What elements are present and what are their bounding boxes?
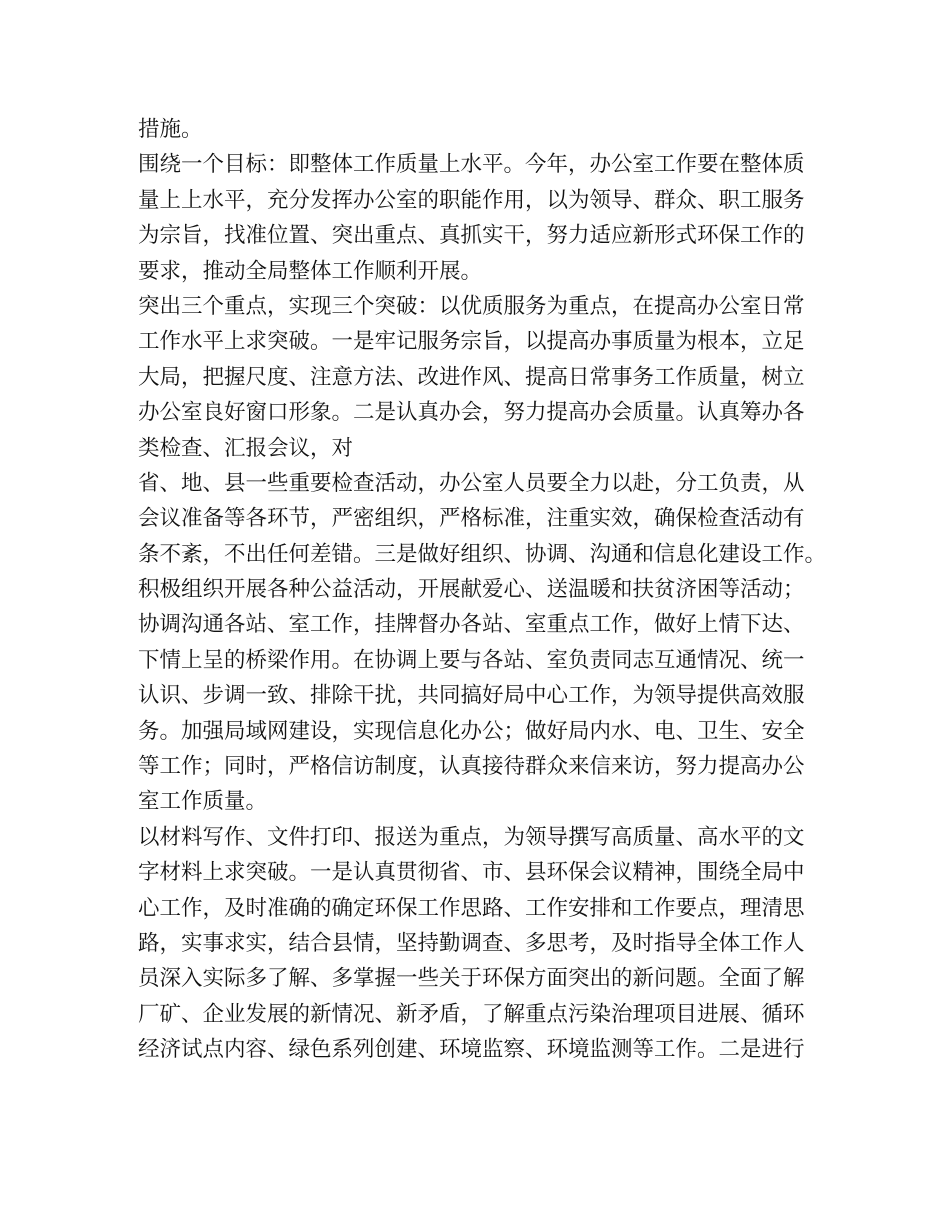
- text-line: 积极组织开展各种公益活动，开展献爱心、送温暖和扶贫济困等活动；: [138, 577, 805, 603]
- text-line: 为宗旨，找准位置、突出重点、真抓实干，努力适应新形式环保工作的: [138, 223, 805, 249]
- text-line: 类检查、汇报会议，对: [138, 435, 354, 461]
- text-line: 量上上水平，充分发挥办公室的职能作用，以为领导、群众、职工服务: [138, 187, 805, 213]
- text-line: 措施。: [138, 117, 203, 142]
- text-line: 认识、步调一致、排除干扰，共同搞好局中心工作，为领导提供高效服: [138, 683, 805, 709]
- text-line: 工作水平上求突破。一是牢记服务宗旨，以提高办事质量为根本，立足: [138, 329, 805, 355]
- text-line: 员深入实际多了解、多掌握一些关于环保方面突出的新问题。全面了解: [138, 966, 805, 992]
- text-line: 下情上呈的桥梁作用。在协调上要与各站、室负责同志互通情况、统一: [138, 647, 805, 673]
- text-line: 等工作；同时，严格信访制度，认真接待群众来信来访，努力提高办公: [138, 754, 805, 780]
- text-line: 经济试点内容、绿色系列创建、环境监察、环境监测等工作。二是进行: [138, 1037, 805, 1063]
- text-line: 务。加强局域网建设，实现信息化办公；做好局内水、电、卫生、安全: [138, 718, 805, 744]
- text-line: 省、地、县一些重要检查活动，办公室人员要全力以赴，分工负责，从: [138, 470, 805, 496]
- text-line: 办公室良好窗口形象。二是认真办会，努力提高办会质量。认真筹办各: [138, 400, 805, 426]
- text-line: 协调沟通各站、室工作，挂牌督办各站、室重点工作，做好上情下达、: [138, 612, 805, 638]
- document-body: [138, 112, 838, 1068]
- text-line: 以材料写作、文件打印、报送为重点，为领导撰写高质量、高水平的文: [138, 824, 805, 850]
- text-line: 大局，把握尺度、注意方法、改进作风、提高日常事务工作质量，树立: [138, 364, 805, 390]
- text-line: 条不紊，不出任何差错。三是做好组织、协调、沟通和信息化建设工作。: [138, 541, 827, 567]
- text-line: 路，实事求实，结合县情，坚持勤调查、多思考，及时指导全体工作人: [138, 930, 805, 956]
- text-line: 会议准备等各环节，严密组织，严格标准，注重实效，确保检查活动有: [138, 506, 805, 532]
- text-line: 心工作，及时准确的确定环保工作思路、工作安排和工作要点，理清思: [138, 895, 805, 921]
- text-line: 室工作质量。: [138, 789, 268, 815]
- text-line: 围绕一个目标：即整体工作质量上水平。今年，办公室工作要在整体质: [138, 152, 805, 178]
- text-line: 厂矿、企业发展的新情况、新矛盾，了解重点污染治理项目进展、循环: [138, 1001, 805, 1027]
- text-line: 字材料上求突破。一是认真贯彻省、市、县环保会议精神，围绕全局中: [138, 860, 805, 886]
- text-line: 突出三个重点，实现三个突破：以优质服务为重点，在提高办公室日常: [138, 293, 805, 319]
- text-line: 要求，推动全局整体工作顺利开展。: [138, 258, 483, 284]
